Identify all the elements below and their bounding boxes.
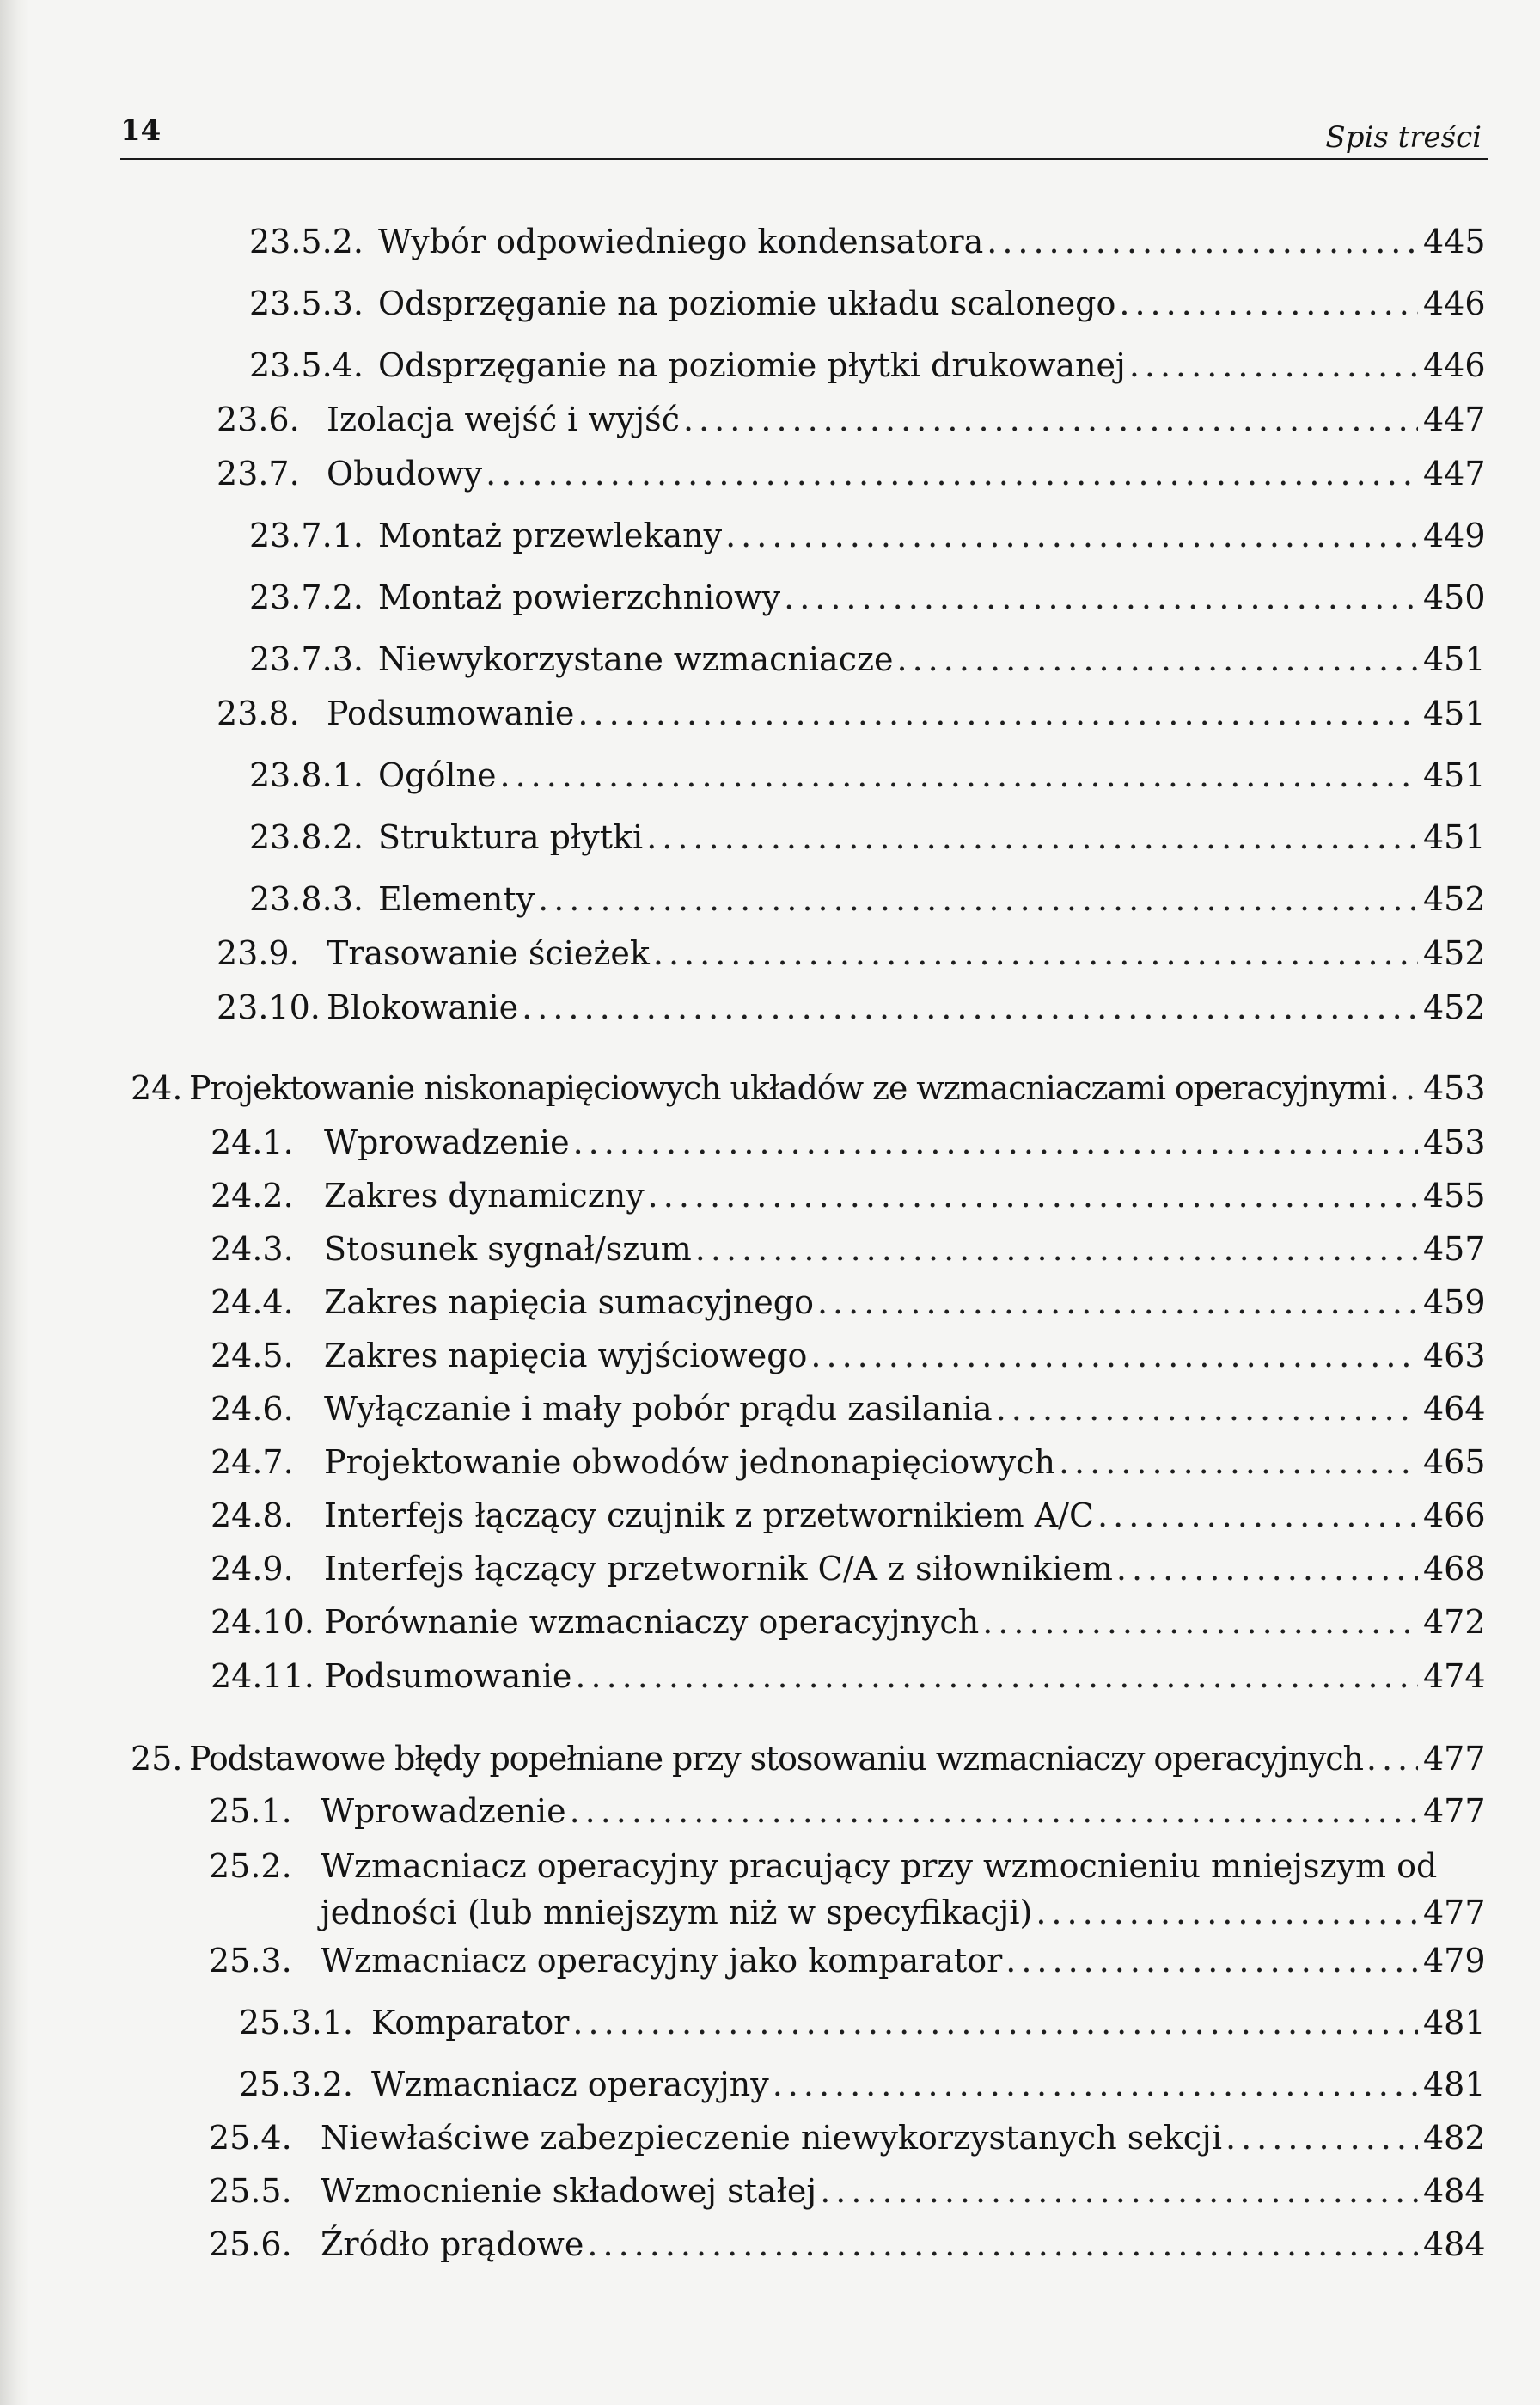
toc-entry: [217, 454, 1486, 493]
dot-leader: [820, 2171, 1418, 2211]
toc-entry: [209, 1941, 1486, 1980]
toc-entry-page: 455: [1423, 1177, 1486, 1215]
dot-leader: [646, 817, 1418, 857]
toc-entry-title: Elementy: [378, 880, 535, 918]
toc-entry: [211, 1549, 1486, 1588]
dot-leader: [572, 2003, 1418, 2042]
toc-entry-number: 24.: [131, 1069, 183, 1107]
toc-entry-title: Wzmacniacz operacyjny jako komparator: [321, 1942, 1003, 1980]
toc-entry: [211, 1656, 1486, 1696]
toc-entry-page: 477: [1423, 1894, 1486, 1931]
page-edge-shadow: [0, 0, 29, 2405]
toc-entry-title: Blokowanie: [327, 988, 519, 1026]
dot-leader: [648, 1176, 1418, 1215]
toc-entry-page: 464: [1423, 1390, 1486, 1428]
toc-entry: [249, 346, 1486, 385]
page-header: [120, 103, 1488, 160]
dot-leader: [1097, 1496, 1418, 1535]
toc-entry-page: 445: [1423, 223, 1486, 260]
dot-leader: [817, 1282, 1418, 1322]
toc-entry-page: 451: [1423, 756, 1486, 794]
toc-entry-page: 474: [1423, 1657, 1486, 1695]
toc-entry-number: 23.5.2.: [249, 223, 364, 260]
toc-entry-number: 23.5.3.: [249, 285, 364, 322]
toc-entry: [249, 639, 1486, 679]
toc-entry-title: Wybór odpowiedniego kondensatora: [378, 223, 984, 260]
toc-entry-title: Wzmacniacz operacyjny: [371, 2065, 769, 2103]
toc-entry-number: 23.9.: [217, 934, 300, 972]
toc-entry-title: Wprowadzenie: [324, 1123, 570, 1161]
dot-leader: [1390, 1068, 1418, 1108]
dot-leader: [695, 1229, 1418, 1269]
dot-leader: [683, 400, 1418, 439]
toc-entry: [249, 817, 1486, 857]
toc-entry: [239, 2065, 1486, 2104]
toc-entry-title: Wzmacniacz operacyjny pracujący przy wzmocnieniu mniejszym od: [321, 1847, 1438, 1885]
toc-entry-page: 447: [1423, 455, 1486, 493]
toc-entry-title: Izolacja wejść i wyjść: [327, 401, 680, 438]
toc-entry-page: 457: [1423, 1230, 1486, 1268]
dot-leader: [1366, 1739, 1418, 1778]
toc-chapter-entry: [131, 1739, 1486, 1778]
toc-entry-page: 459: [1423, 1283, 1486, 1321]
toc-entry-page: 466: [1423, 1496, 1486, 1534]
toc-entry-title: Struktura płytki: [378, 818, 644, 856]
toc-entry-page: 463: [1423, 1337, 1486, 1374]
toc-entry-page: 453: [1423, 1069, 1486, 1107]
dot-leader: [1129, 346, 1418, 385]
toc-entry-number: 25.2.: [209, 1847, 292, 1885]
dot-leader: [575, 1656, 1418, 1696]
toc-entry-title: Interfejs łączący czujnik z przetwornikiem A/C: [324, 1496, 1095, 1534]
dot-leader: [1036, 1893, 1418, 1932]
dot-leader: [1119, 284, 1418, 323]
toc-entry-number: 23.10.: [217, 988, 321, 1026]
toc-entry-page: 468: [1423, 1550, 1486, 1588]
toc-entry-page: 452: [1423, 934, 1486, 972]
toc-entry-title: Zakres napięcia wyjściowego: [324, 1337, 808, 1374]
dot-leader: [897, 639, 1418, 679]
toc-entry-title: Projektowanie obwodów jednonapięciowych: [324, 1443, 1055, 1481]
toc-entry-page: 453: [1423, 1123, 1486, 1161]
dot-leader: [1225, 2118, 1418, 2157]
toc-entry-number: 24.4.: [211, 1283, 294, 1321]
dot-leader: [725, 516, 1418, 555]
dot-leader: [784, 578, 1418, 617]
toc-entry-page: 481: [1423, 2004, 1486, 2041]
toc-entry-number: 23.8.2.: [249, 818, 364, 856]
dot-leader: [982, 1602, 1418, 1642]
toc-entry-page: 477: [1423, 1740, 1486, 1778]
toc-entry-title: Stosunek sygnał/szum: [324, 1230, 692, 1268]
toc-entry-page: 450: [1423, 578, 1486, 616]
toc-entry: [211, 1282, 1486, 1322]
toc-entry-multiline: [209, 1846, 1486, 1932]
toc-entry: [211, 1442, 1486, 1482]
toc-entry: [211, 1389, 1486, 1429]
toc-entry-number: 25.3.: [209, 1942, 292, 1980]
toc-entry: [239, 2003, 1486, 2042]
toc-entry-number: 23.7.1.: [249, 517, 364, 554]
dot-leader: [522, 988, 1418, 1027]
toc-entry: [209, 2224, 1486, 2264]
toc-chapter-entry: [131, 1068, 1486, 1108]
toc-entry-page: 465: [1423, 1443, 1486, 1481]
toc-entry: [217, 988, 1486, 1027]
toc-entry-number: 24.8.: [211, 1496, 294, 1534]
toc-entry-number: 24.3.: [211, 1230, 294, 1268]
toc-entry-page: 451: [1423, 640, 1486, 678]
dot-leader: [996, 1389, 1418, 1429]
toc-entry-number: 24.6.: [211, 1390, 294, 1428]
toc-entry-title: Podstawowe błędy popełniane przy stosowaniu wzmacniaczy operacyjnych: [189, 1740, 1363, 1778]
toc-entry-number: 23.5.4.: [249, 346, 364, 384]
toc-entry-title: Zakres napięcia sumacyjnego: [324, 1283, 814, 1321]
toc-entry-number: 24.10.: [211, 1603, 315, 1641]
toc-entry-number: 25.3.1.: [239, 2004, 353, 2041]
dot-leader: [810, 1336, 1418, 1375]
toc-entry: [209, 1791, 1486, 1831]
toc-entry-page: 452: [1423, 988, 1486, 1026]
toc-entry-number: 24.7.: [211, 1443, 294, 1481]
toc-entry: [211, 1229, 1486, 1269]
toc-entry-title: Źródło prądowe: [321, 2225, 584, 2263]
toc-entry-number: 25.: [131, 1740, 183, 1778]
toc-entry-page: 482: [1423, 2119, 1486, 2157]
toc-entry-number: 24.2.: [211, 1177, 294, 1215]
dot-leader: [1059, 1442, 1418, 1482]
toc-entry-page: 472: [1423, 1603, 1486, 1641]
toc-entry: [211, 1602, 1486, 1642]
toc-entry-page: 452: [1423, 880, 1486, 918]
toc-entry-title: Projektowanie niskonapięciowych układów ze wzmacniaczami operacyjnymi: [189, 1069, 1386, 1107]
toc-entry-number: 24.11.: [211, 1657, 315, 1695]
toc-entry-page: 479: [1423, 1942, 1486, 1980]
dot-leader: [486, 454, 1418, 493]
toc-entry-title: Ogólne: [378, 756, 497, 794]
toc-entry-number: 25.6.: [209, 2225, 292, 2263]
toc-entry-page: 446: [1423, 285, 1486, 322]
toc-entry-page: 451: [1423, 695, 1486, 732]
toc-entry: [249, 756, 1486, 795]
running-title: Spis treści: [1325, 120, 1482, 155]
toc-entry-number: 23.8.1.: [249, 756, 364, 794]
toc-entry-title: Podsumowanie: [324, 1657, 572, 1695]
toc-entry-title: Wyłączanie i mały pobór prądu zasilania: [324, 1390, 993, 1428]
dot-leader: [578, 694, 1418, 733]
toc-entry: [211, 1496, 1486, 1535]
toc-entry-number: 25.3.2.: [239, 2065, 353, 2103]
toc-entry-page: 447: [1423, 401, 1486, 438]
toc-entry-title: Niewłaściwe zabezpieczenie niewykorzystanych sekcji: [321, 2119, 1222, 2157]
toc-entry-number: 23.8.3.: [249, 880, 364, 918]
toc-entry: [249, 578, 1486, 617]
toc-entry-title: Wzmocnienie składowej stałej: [321, 2172, 817, 2210]
toc-entry: [249, 284, 1486, 323]
toc-entry-page: 484: [1423, 2225, 1486, 2263]
toc-entry-number: 23.7.: [217, 455, 300, 493]
toc-entry-title: Komparator: [371, 2004, 570, 2041]
dot-leader: [653, 933, 1418, 973]
dot-leader: [987, 222, 1418, 261]
toc-entry-title: Wprowadzenie: [321, 1792, 566, 1830]
toc-entry-number: 25.1.: [209, 1792, 292, 1830]
toc-entry-number: 23.7.3.: [249, 640, 364, 678]
toc-entry-number: 23.6.: [217, 401, 300, 438]
toc-entry-number: 24.1.: [211, 1123, 294, 1161]
toc-entry-page: 446: [1423, 346, 1486, 384]
toc-entry-number: 24.5.: [211, 1337, 294, 1374]
page-number: 14: [120, 113, 162, 148]
toc-entry-title: Trasowanie ścieżek: [327, 934, 650, 972]
toc-entry: [211, 1123, 1486, 1162]
toc-entry: [249, 516, 1486, 555]
toc-entry-number: 25.5.: [209, 2172, 292, 2210]
toc-entry-number: 23.8.: [217, 695, 300, 732]
toc-entry-title: Odsprzęganie na poziomie układu scalonego: [378, 285, 1116, 322]
toc-entry-title: Odsprzęganie na poziomie płytki drukowanej: [378, 346, 1126, 384]
toc-entry-title: Montaż przewlekany: [378, 517, 723, 554]
toc-entry-title: Porównanie wzmacniaczy operacyjnych: [324, 1603, 980, 1641]
toc-entry-title: Zakres dynamiczny: [324, 1177, 645, 1215]
toc-entry: [217, 400, 1486, 439]
toc-entry: [249, 222, 1486, 261]
toc-entry-title: Obudowy: [327, 455, 483, 493]
dot-leader: [1116, 1549, 1418, 1588]
dot-leader: [499, 756, 1418, 795]
dot-leader: [570, 1791, 1418, 1831]
toc-entry-number: 24.9.: [211, 1550, 294, 1588]
toc-entry-number: 25.4.: [209, 2119, 292, 2157]
toc-entry: [211, 1336, 1486, 1375]
toc-entry-page: 477: [1423, 1792, 1486, 1830]
dot-leader: [1005, 1941, 1418, 1980]
toc-entry-page: 481: [1423, 2065, 1486, 2103]
toc-entry: [249, 879, 1486, 919]
toc-entry: [217, 694, 1486, 733]
toc-entry-page: 484: [1423, 2172, 1486, 2210]
toc-entry-title-continued: jedności (lub mniejszym niż w specyfikacji): [321, 1894, 1033, 1931]
toc-entry-page: 451: [1423, 818, 1486, 856]
dot-leader: [573, 1123, 1418, 1162]
dot-leader: [587, 2224, 1418, 2264]
toc-entry-title: Interfejs łączący przetwornik C/A z siłownikiem: [324, 1550, 1113, 1588]
dot-leader: [538, 879, 1418, 919]
toc-entry: [211, 1176, 1486, 1215]
toc-entry: [209, 2171, 1486, 2211]
toc-entry-title: Podsumowanie: [327, 695, 575, 732]
toc-entry: [217, 933, 1486, 973]
toc-entry-page: 449: [1423, 517, 1486, 554]
toc-entry: [209, 2118, 1486, 2157]
toc-entry-number: 23.7.2.: [249, 578, 364, 616]
toc-entry-title: Montaż powierzchniowy: [378, 578, 781, 616]
toc-entry-title: Niewykorzystane wzmacniacze: [378, 640, 894, 678]
dot-leader: [773, 2065, 1418, 2104]
